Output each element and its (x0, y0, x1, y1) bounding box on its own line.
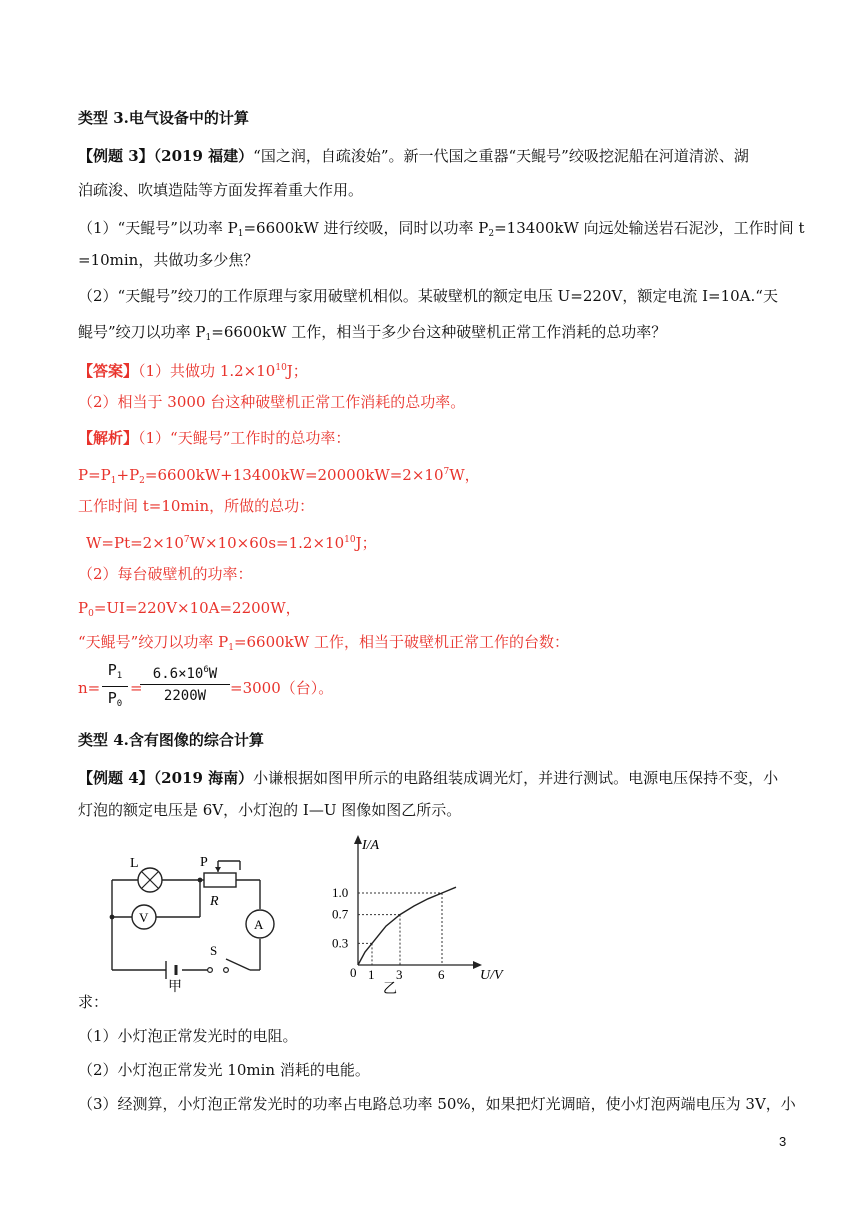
example3-source: （2019 福建） (153, 147, 254, 165)
p0-b: =UI=220V×10A=2200W， (93, 599, 301, 617)
power-b: =6600kW+13400kW=20000kW=2×10 (144, 466, 444, 484)
analysis-work-line (86, 530, 377, 553)
junction-dot (198, 878, 203, 883)
circuit-diagram (100, 845, 280, 995)
analysis-tag: 【解析】 (78, 429, 139, 447)
analysis-line1 (78, 428, 350, 448)
work-exponent-1: 7 (183, 535, 190, 545)
frac1-num: P (107, 661, 117, 679)
switch-icon (208, 968, 229, 973)
iu-graph (318, 827, 518, 997)
circuit-caption: 甲 (168, 980, 182, 995)
power-c: W， (449, 466, 480, 484)
iu-curve (358, 887, 456, 965)
fraction-1-denominator (102, 687, 128, 715)
analysis-power-line (78, 462, 480, 491)
y-tick-label: 0.3 (332, 935, 349, 951)
sub-0: 0 (116, 699, 123, 709)
analysis-time-line: 工作时间 t=10min，所做的总功： (78, 497, 315, 515)
y-axis-label: I/A (362, 838, 380, 853)
formula-result: =3000（台）。 (230, 679, 334, 697)
q2-part-a: 鲲号”绞刀以功率 P (78, 323, 206, 341)
q1-part-a: （1）“天鲲号”以功率 P (78, 219, 238, 237)
sub-1: 1 (228, 643, 234, 653)
x-tick-label: 6 (438, 967, 445, 982)
example4-ask: 求： (78, 993, 109, 1011)
fraction-2-numerator (140, 660, 230, 685)
q2-part-b: =6600kW 工作，相当于多少台这种破壁机正常工作消耗的总功率？ (211, 323, 667, 341)
example4-intro-text-1: 小谦根据如图甲所示的电路组装成调光灯，并进行测试。电源电压保持不变，小 (253, 769, 779, 787)
example3-question2-line1: （2）“天鲲号”绞刀的工作原理与家用破壁机相似。某破壁机的额定电压 U=220V，额定电流 I=10A.“天 (78, 287, 778, 305)
power-plus: +P (116, 466, 140, 484)
example3-tag: 【例题 3】 (78, 147, 154, 165)
example3-question2-line2 (78, 322, 666, 348)
power-a: P=P (78, 466, 111, 484)
fraction-2-denominator: 2200W (163, 688, 207, 704)
example3-intro-line1 (78, 146, 749, 166)
slider-arrow-icon (215, 867, 221, 872)
fraction-2 (140, 660, 230, 707)
answer-1b: J； (286, 362, 308, 380)
frac2-exponent: 6 (203, 665, 209, 675)
work-c: J； (355, 534, 377, 552)
frac2-num: 6.6×10 (152, 666, 204, 682)
slider-label: P (200, 855, 208, 870)
power-exponent: 7 (443, 467, 450, 477)
ammeter-label: A (254, 917, 264, 932)
answer-1a: （1）共做功 1.2×10 (138, 362, 276, 380)
example4-intro-line1 (78, 768, 778, 788)
work-a: W=Pt=2×10 (86, 534, 184, 552)
example3-intro-text-1: “国之润，自疏浚始”。新一代国之重器“天鲲号”绞吸挖泥船在河道清淤、湖 (253, 147, 749, 165)
sub-1: 1 (237, 229, 244, 239)
formula-equals: = (130, 679, 143, 697)
analysis-1: （1）“天鲲号”工作时的总功率： (138, 429, 351, 447)
answer-exponent: 10 (275, 363, 287, 373)
example4-tag: 【例题 4】 (78, 769, 154, 787)
sub-1: 1 (110, 476, 117, 486)
resistor-label: R (210, 894, 219, 909)
example4-source: （2019 海南） (153, 769, 254, 787)
battery-icon (166, 961, 176, 979)
x-axis-label: U/V (480, 968, 503, 983)
example4-question3: （3）经测算，小灯泡正常发光时的功率占电路总功率 50%，如果把灯光调暗，使小灯泡两端电压为 3V，小 (78, 1095, 796, 1113)
analysis-line2: （2）每台破壁机的功率： (78, 565, 253, 583)
fraction-1-numerator (102, 660, 128, 687)
count-a: “天鲲号”绞刀以功率 P (78, 633, 229, 651)
answer-tag: 【答案】 (78, 362, 139, 380)
origin-label: 0 (350, 965, 357, 980)
sub-1: 1 (116, 671, 123, 681)
example3-question1-line1 (78, 218, 804, 244)
frac1-den: P (107, 689, 117, 707)
example4-question2: （2）小灯泡正常发光 10min 消耗的电能。 (78, 1061, 370, 1079)
chart-caption: 乙 (383, 982, 397, 997)
page-number: 3 (779, 1134, 787, 1149)
sub-1: 1 (205, 333, 212, 343)
junction-dot (110, 915, 115, 920)
example3-question1-line2: =10min，共做功多少焦？ (78, 251, 259, 269)
x-tick-label: 3 (396, 967, 403, 982)
voltmeter-label: V (139, 910, 149, 925)
work-b: W×10×60s=1.2×10 (189, 534, 345, 552)
formula-n-label: n= (78, 679, 101, 697)
answer-line1 (78, 358, 308, 381)
sub-0: 0 (88, 609, 94, 619)
frac2-unit: W (208, 666, 218, 682)
y-axis-arrow-icon (354, 835, 362, 844)
analysis-p0-line (78, 598, 301, 624)
y-tick-label: 1.0 (332, 885, 349, 900)
fraction-1 (102, 660, 128, 715)
count-b: =6600kW 工作，相当于破壁机正常工作的台数： (233, 633, 569, 651)
section-title-4: 类型 4.含有图像的综合计算 (78, 731, 264, 749)
lamp-icon (138, 868, 162, 892)
analysis-count-line (78, 632, 569, 658)
work-exponent-2: 10 (344, 535, 356, 545)
lamp-label: L (130, 856, 139, 871)
x-tick-label: 1 (368, 967, 375, 982)
section-title-3: 类型 3.电气设备中的计算 (78, 109, 249, 127)
example4-question1: （1）小灯泡正常发光时的电阻。 (78, 1027, 298, 1045)
switch-label: S (210, 943, 218, 958)
q1-part-b: =6600kW 进行绞吸，同时以功率 P (243, 219, 489, 237)
example3-intro-line2: 泊疏浚、吹填造陆等方面发挥着重大作用。 (78, 181, 364, 199)
q1-part-c: =13400kW 向远处输送岩石泥沙，工作时间 t (494, 219, 805, 237)
y-tick-label: 0.7 (332, 906, 349, 922)
example4-intro-line2: 灯泡的额定电压是 6V，小灯泡的 I—U 图像如图乙所示。 (78, 801, 462, 819)
answer-line2: （2）相当于 3000 台这种破壁机正常工作消耗的总功率。 (78, 393, 466, 411)
sub-2: 2 (488, 229, 495, 239)
p0-a: P (78, 599, 89, 617)
resistor-icon (204, 873, 236, 887)
sub-2: 2 (139, 476, 145, 486)
